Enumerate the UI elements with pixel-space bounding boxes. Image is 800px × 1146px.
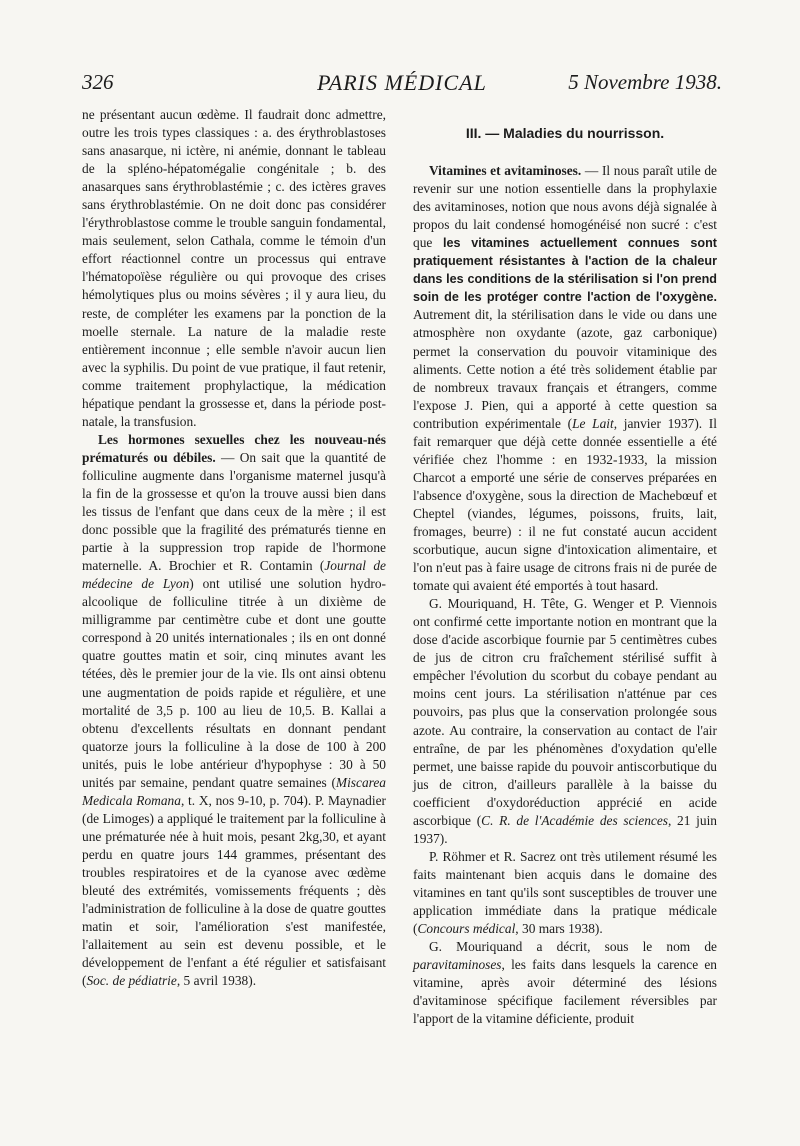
text-run: , t. X, nos 9-10, p. 704). P. Maynadier (de Limoges) a appliqué le traitement par la folliculine à une prématurée née à huit mois, pesant 2kg,30, et ayant perdu en quatre jours 144 grammes, présentant des troubles respiratoires et de la cyanose avec œdème bleuté des extrémités, vomissements fréquents ; dès l'administration de folliculine à la dose de quatre gouttes matin et soir, l'amélioration s'est manifestée, l'allaitement au sein est devenu possible, et le développement de l'enfant a été régulier et satisfaisant ( <box>82 792 386 989</box>
journal-title: PARIS MÉDICAL <box>317 70 487 95</box>
text-run: ) ont utilisé une solution hydro-alcoolique de folliculine titrée à un dixième de milligramme par centimètre cube et dont une goutte correspond à 20 unités internationales ; ils en ont donné quatre gouttes matin et soir, cinq minutes avant les tétées, dès le premier jour de la vie. Ils ont ainsi obtenu une augmentation de poids rapide et régulière, et une mortalité de 3,5 p. 100 au lieu de 10,5. B. Kallai a obtenu d'excellents résultats en donnant pendant quatorze jours la folliculine à la dose de 100 à 200 unités, puis le lobe antérieur d'hypophyse : 30 à 50 unités par semaine, pendant quatre semaines ( <box>82 576 386 790</box>
emphasis-statement: les vitamines actuellement connues sont pratiquement résistantes à l'action de la chaleur dans les conditions de la stérilisation si l'on prend soin de les protéger contre l'action de l'oxygène. <box>413 236 717 305</box>
page-number: 326 <box>82 70 114 94</box>
text-run: P. Röhmer et R. Sacrez ont très utilement résumé les faits maintenant bien acquis dans le domaine des vitamines en tant qu'ils sont susceptibles de trouver une application immédiate dans la pratique médicale ( <box>413 848 717 937</box>
citation: Concours médical <box>417 921 516 937</box>
citation: Journal de médecine de Lyon <box>82 558 386 592</box>
paragraph-erythroblastosis: ne présentant aucun œdème. Il faudrait donc admettre, outre les trois types classiques : a. des érythroblastoses sans anasarque, ni ictère, ni anémie, donnant le tableau de la spléno-hépatomégalie congénitale ; b. des anasarques sans érythroblastémie ; c. des ictères graves sans érythroblastémie. On ne doit donc pas considérer l'érythroblastose comme le trouble sanguin fondamental, mais seulement, selon Cathala, comme le témoin d'un effort réactionnel contre un processus qui entrave l'hématopoïèse régulière ou qui provoque des crises hémolytiques plus ou moins sévères ; il y aura lieu, du reste, de compléter les examens par la ponction de la moelle sternale. La nature de la maladie reste entièrement inconnue ; elle semble n'avoir aucun lien avec la syphilis. Du point de vue pratique, il faut retenir, comme traitement prophylactique, la médication hépatique pendant la grossesse et, dans la période post-natale, la transfusion. <box>82 107 386 429</box>
text-run: — On sait que la quantité de folliculine augmente dans l'organisme maternel jusqu'à la fin de la grossesse et qu'on la trouve aussi bien dans les tissus de l'enfant que dans ceux de la mère ; il est donc possible que la fragilité des prématurés tienne en partie à la suppression trop rapide de l'hormone maternelle. A. Brochier et R. Contamin ( <box>82 449 386 574</box>
text-run: , 30 mars 1938). <box>515 921 603 937</box>
paragraph-paravitaminoses <box>413 938 717 1028</box>
text-run: , janvier 1937). Il fait remarquer que déjà cette donnée essentielle a été vérifiée chez l'homme : en 1932-1933, la mission Charcot a emporté une série de conserves préparées en l'absence d'oxygène, sous la direction de Machebœuf et Cheptel (viandes, légumes, poissons, fruits, lait, fromages, beurre) : il ne fut constaté aucun accident scorbutique, aucun signe d'intoxication alimentaire, et l'on n'eut pas à faire usage de citrons frais ni de purée de tomate qui avaient été emportés à tout hasard. <box>413 415 717 594</box>
paragraph-hormones <box>82 431 386 990</box>
citation: Miscarea Medicala Romana <box>82 774 386 808</box>
citation: paravitaminoses <box>413 957 502 973</box>
text-run: G. Mouriquand, H. Tête, G. Wenger et P. Viennois ont confirmé cette importante notion en montrant que la dose d'acide ascorbique fournie par 5 centimètres cubes de jus de citron cru fraîchement stérilisé suffit à empêcher l'évolution du scorbut du cobaye pendant au moins cent jours. La stérilisation n'atténue par ces pouvoirs, pas plus que la conservation prolongée sous azote. Au contraire, la conservation au contact de l'air entraîne, de par les phénomènes d'oxydation qu'elle permet, une baisse rapide du pouvoir antiscorbutique du jus de citron, d'ailleurs parallèle à la baisse du coefficient d'oxydoréduction apprécié en acide ascorbique ( <box>413 596 717 828</box>
left-column <box>82 106 386 990</box>
paragraph-mouriquand <box>413 595 717 848</box>
text-run: , 21 juin 1937). <box>413 812 717 846</box>
paragraph-vitamins <box>413 162 717 595</box>
section-title: III. — Maladies du nourrisson. <box>465 125 665 141</box>
citation: Soc. de pédiatrie <box>86 973 177 989</box>
citation: C. R. de l'Académie des sciences <box>481 812 668 828</box>
paragraph-heading: Vitamines et avitaminoses. <box>429 163 582 179</box>
paragraph-rohmer <box>413 848 717 938</box>
issue-date: 5 Novembre 1938. <box>568 70 722 94</box>
page-header <box>82 70 722 104</box>
text-run: , les faits dans lesquels la carence en vitamine, après avoir déterminé des lésions d'avitaminose spécifique facilement réversibles par l'apport de la vitamine déficiente, produit <box>413 957 717 1027</box>
citation: Le Lait <box>572 415 614 431</box>
text-run: , 5 avril 1938). <box>176 973 257 989</box>
text-run: G. Mouriquand a décrit, sous le nom de <box>429 939 717 955</box>
paragraph-heading: Les hormones sexuelles chez les nouveau-nés prématurés ou débiles. <box>82 431 386 465</box>
text-run: — Il nous paraît utile de revenir sur une notion essentielle dans la prophylaxie des avitaminoses, notion que nous avons déjà signalée à propos du lait condensé homogénéisé non sucré : c'est que <box>413 163 717 251</box>
text-run: Autrement dit, la stérilisation dans le vide ou dans une atmosphère non oxydante (azote, gaz carbonique) permet la conservation du pouvoir vitaminique des aliments. Cette notion a été très solidement établie par de nombreux travaux français et étrangers, comme l'expose J. Pien, qui a apporté à cette question sa contribution expérimentale ( <box>413 307 717 431</box>
right-column <box>413 106 717 1028</box>
